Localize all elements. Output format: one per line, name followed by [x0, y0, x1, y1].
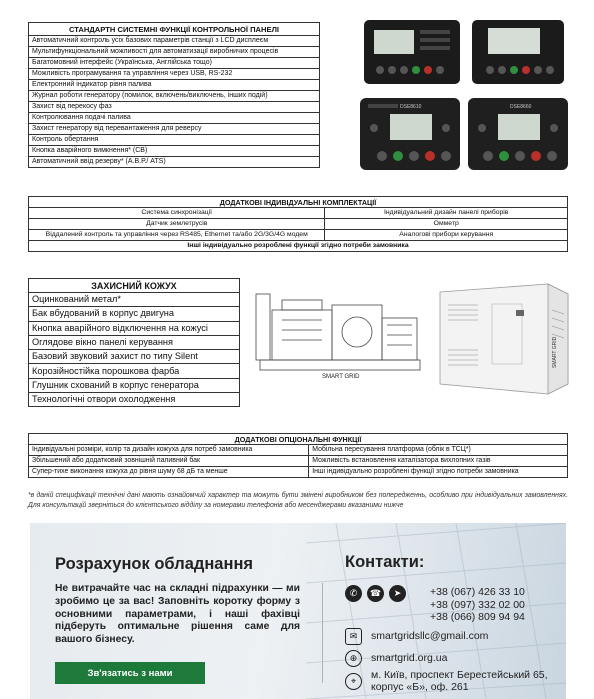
divider [322, 583, 323, 683]
table-cell: Індивідуальний дизайн панелі приборів [325, 208, 568, 219]
table-row: Контролювання подачі палива [29, 113, 320, 124]
table-cell: Супер-тихе виконання кожуха до рівня шуму 68 дБ та менше [29, 467, 309, 478]
table-cell: Система синхронізації [29, 208, 325, 219]
email-link[interactable]: smartgridsllc@gmail.com [371, 630, 489, 642]
table-cell: Індивідуальні розміри, колір та дизайн кожуха для потреб замовника [29, 445, 309, 456]
phone-number[interactable]: +38 (067) 426 33 10 [430, 586, 525, 598]
table-row: Бак вбудований в корпус двигуна [29, 307, 240, 321]
viber-icon[interactable]: ☎ [367, 585, 384, 602]
table-row: Кнопка аварійного відключення на кожусі [29, 321, 240, 335]
table-row: Глушник схований в корпус генератора [29, 378, 240, 392]
table-row: Автоматичний ввід резерву* (А.В.Р./ ATS) [29, 157, 320, 168]
address-line: корпус «Б», оф. 261 [371, 681, 469, 693]
table-cell: Інші індивідуально розроблені функції згідно потреби замовника [29, 241, 568, 252]
standard-functions-table [28, 22, 320, 168]
casing-title: ЗАХИСНИЙ КОЖУХ [29, 279, 240, 293]
table-row: Електронний індикатор рівня палива [29, 80, 320, 91]
panel-model-label: DSE8660 [510, 104, 532, 110]
brand-label: SMART GRID [552, 336, 558, 368]
table-cell: Аналогові прибори керування [325, 230, 568, 241]
table-row: Кнопка аварійного вимкнення* (СВ) [29, 146, 320, 157]
telegram-icon[interactable]: ➤ [389, 585, 406, 602]
table-row: Журнал роботи генератору (помилок, включень/виключень, інших подій) [29, 91, 320, 102]
control-panel-icon [360, 98, 460, 170]
standard-functions-title: СТАНДАРТН СИСТЕМНІ ФУНКЦІЇ КОНТРОЛЬНОЇ ПАНЕЛІ [29, 23, 320, 36]
contacts-title: Контакти: [345, 553, 425, 571]
brand-label: SMART GRID [322, 374, 360, 380]
table-row: Автоматичний контроль усіх базових параметрів станції з LCD дисплеєм [29, 36, 320, 47]
optional-functions-title: ДОДАТКОВІ ОПЦІОНАЛЬНІ ФУНКЦІЇ [29, 434, 568, 445]
table-row: Контроль обертання [29, 135, 320, 146]
contact-banner [30, 523, 566, 699]
control-panel-icon [364, 20, 460, 84]
table-cell: Мобільна пересування платформа (облік в ТСЦ*) [309, 445, 568, 456]
additional-complectations-table [28, 196, 568, 252]
calculation-title: Розрахунок обладнання [55, 555, 254, 573]
table-cell: Віддалений контроль та управління через RS485, Ethernet та/або 2G/3G/4G модем [29, 230, 325, 241]
footnote: *в даній специфікації технічні дані мають ознайомчий характер та можуть бути змінені виробником без попередженнь, особливо при індивідуальних замовленнях. Для консультацій зверніться до клієнтського відділу за номерами телефонів або месенджерами вказаними нижче [28, 492, 568, 510]
calculation-text: Не витрачайте час на складні підрахунки — ми зробимо це за вас! Заповніть коротку форму з основними параметрами, і наші фахівці підберуть оптимальне рішення саме для вашого бізнесу. [55, 583, 300, 646]
casing-table [28, 278, 240, 407]
table-row: Оцинкований метал* [29, 293, 240, 307]
globe-icon: ⊕ [345, 650, 362, 667]
optional-functions-table [28, 433, 568, 478]
table-row: Мультифункціональний можливості для автоматизації виробничих процесів [29, 47, 320, 58]
control-panels-image [360, 18, 570, 173]
phone-number[interactable]: +38 (097) 332 02 00 [430, 598, 525, 611]
table-row: Захист від перекосу фаз [29, 102, 320, 113]
table-row: Корозійностійка порошкова фарба [29, 364, 240, 378]
table-cell: Датчик землетрусів [29, 219, 325, 230]
panel-model-label: DSE8610 [400, 104, 422, 110]
phone-list [430, 586, 525, 624]
address-line: м. Київ, проспект Берестейський 65, [371, 669, 548, 681]
additional-complectations-title: ДОДАТКОВІ ІНДИВІДУАЛЬНІ КОМПЛЕКТАЦІЇ [29, 197, 568, 208]
contact-us-button[interactable]: Зв'язатись з нами [55, 662, 205, 684]
table-cell: Можливість встановлення каталізатора вихлопних газів [309, 456, 568, 467]
phone-number[interactable]: +38 (066) 809 94 94 [430, 611, 525, 623]
enclosed-generator-drawing [440, 284, 568, 394]
email-icon: ✉ [345, 628, 362, 645]
table-cell: Інші індивідуально розроблені функції згідно потреби замовника [309, 467, 568, 478]
open-generator-drawing [256, 294, 420, 370]
table-row: Захист генератору від перевантаження для реверсу [29, 124, 320, 135]
table-row: Багатомовний інтерфейс (Українська, Англійська тощо) [29, 58, 320, 69]
whatsapp-icon[interactable]: ✆ [345, 585, 362, 602]
control-panel-icon [468, 98, 568, 170]
table-cell: Збільшений або додатковий зовнішній паливний бак [29, 456, 309, 467]
location-pin-icon: ⌖ [345, 673, 362, 690]
website-link[interactable]: smartgrid.org.ua [371, 652, 448, 664]
table-row: Базовий звуковий захист по типу Silent [29, 350, 240, 364]
table-row: Можливість програмування та управління через USB, RS-232 [29, 69, 320, 80]
table-row: Оглядове вікно панелі керування [29, 335, 240, 349]
control-panel-icon [472, 20, 564, 84]
address [371, 669, 548, 693]
generator-images [252, 280, 572, 395]
table-row: Технологічні отвори охолодження [29, 393, 240, 407]
table-cell: Омметр [325, 219, 568, 230]
